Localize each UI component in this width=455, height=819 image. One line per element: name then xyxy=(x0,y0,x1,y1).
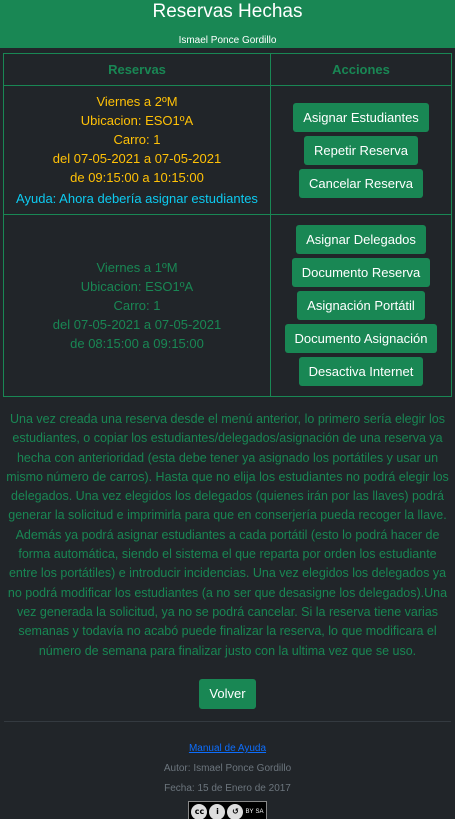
repeat-reservation-button[interactable]: Repetir Reserva xyxy=(304,136,418,165)
column-header-acciones: Acciones xyxy=(271,54,452,86)
cc-icon: cc xyxy=(191,804,207,819)
license-by-label: BY xyxy=(245,809,254,815)
reservation-cart: Carro: 1 xyxy=(113,132,161,147)
reservation-info xyxy=(4,215,271,397)
reservation-location: Ubicacion: ESO1ºA xyxy=(80,113,194,128)
reservation-hours: de 09:15:00 a 10:15:00 xyxy=(70,170,204,185)
table-row xyxy=(4,215,452,397)
page-title: Reservas Hechas xyxy=(152,1,303,22)
cc-license-badge[interactable] xyxy=(188,801,266,819)
footer-author: Autor: Ismael Ponce Gordillo xyxy=(163,763,292,774)
reservation-location: Ubicacion: ESO1ºA xyxy=(80,279,194,294)
assign-students-button[interactable]: Asignar Estudiantes xyxy=(293,103,429,132)
reservations-table xyxy=(3,53,452,397)
reservation-actions xyxy=(271,86,452,215)
reservation-dates: del 07-05-2021 a 07-05-2021 xyxy=(52,151,222,166)
help-paragraph: Una vez creada una reserva desde el menú anterior, lo primero sería elegir los estudiantes, o copiar los estudiantes/delegados/asignación de una reserva ya hecha con anterioridad (esta debe tener ya asignado los portátiles y usar un mismo número de carros). Hasta que no elija los estudiantes no podrá elegir los delegados. Una vez elegidos los delegados (quienes irán por las llaves) podrá generar la solicitud e imprimirla para que en conserjería pueda recoger la llave. Además ya podrá asignar estudiantes a cada portátil (esto lo podrá hacer de forma automática, siendo el sistema el que reparta por orden los estudiante entre los portátiles) e introducir incidencias. Una vez elegidos los delegados ya no podrá modificar los estudiantes (a no ser que desasigne los delegados).Una vez generada la solicitud, ya no se podrá cancelar. Si la reserva tiene varias semanas y todavía no acabó puede finalizar la reserva, lo que modificara el número de semana para finalizar justo con la ultima vez que se uso. xyxy=(6,412,449,658)
disable-internet-button[interactable]: Desactiva Internet xyxy=(299,357,424,386)
sa-share-icon: ↺ xyxy=(227,804,243,819)
page-header xyxy=(0,0,455,48)
reservation-hours: de 08:15:00 a 09:15:00 xyxy=(70,336,204,351)
assign-delegates-button[interactable]: Asignar Delegados xyxy=(296,225,426,254)
reservation-document-button[interactable]: Documento Reserva xyxy=(292,258,431,287)
reservation-dates: del 07-05-2021 a 07-05-2021 xyxy=(52,317,222,332)
by-person-icon: i xyxy=(209,804,225,819)
column-header-reservas: Reservas xyxy=(4,54,271,86)
reservation-actions xyxy=(271,215,452,397)
back-button[interactable]: Volver xyxy=(199,679,255,709)
divider xyxy=(4,721,451,722)
reservation-cart: Carro: 1 xyxy=(113,298,161,313)
cancel-reservation-button[interactable]: Cancelar Reserva xyxy=(299,169,423,198)
footer-date: Fecha: 15 de Enero de 2017 xyxy=(164,783,291,794)
reservation-help: Ayuda: Ahora debería asignar estudiantes xyxy=(16,191,258,206)
reservation-day: Viernes a 1ºM xyxy=(96,260,178,275)
page-subtitle: Ismael Ponce Gordillo xyxy=(178,35,277,46)
reservation-info xyxy=(4,86,271,215)
table-row xyxy=(4,86,452,215)
assignment-document-button[interactable]: Documento Asignación xyxy=(285,324,438,353)
laptop-assignment-button[interactable]: Asignación Portátil xyxy=(297,291,425,320)
reservation-day: Viernes a 2ºM xyxy=(96,94,178,109)
back-section xyxy=(0,679,455,709)
help-manual-link[interactable]: Manual de Ayuda xyxy=(188,743,267,754)
table-header-row xyxy=(4,54,452,86)
footer xyxy=(0,739,455,819)
license-sa-label: SA xyxy=(255,809,264,815)
